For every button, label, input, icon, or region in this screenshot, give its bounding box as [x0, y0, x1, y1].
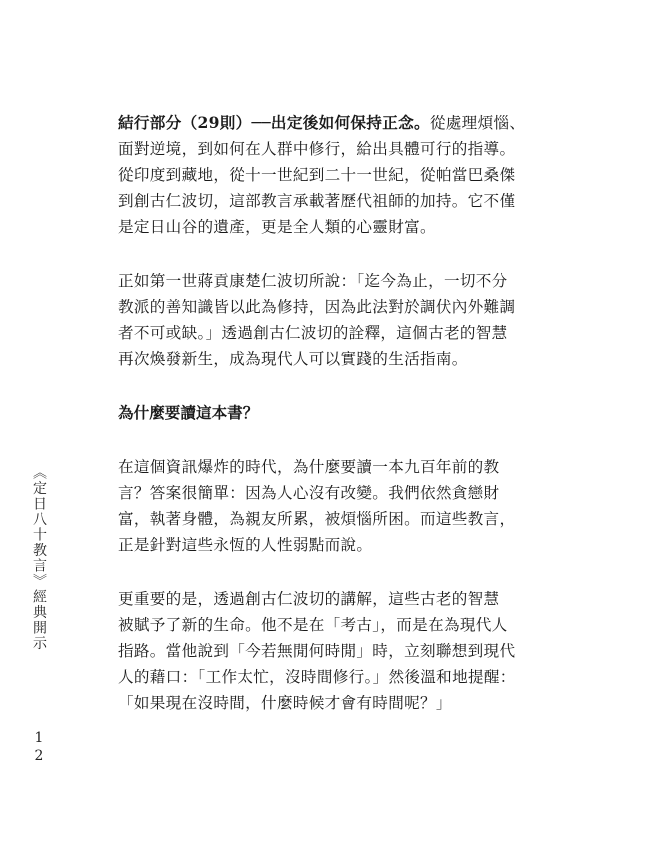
- paragraph-line: 言？答案很簡單：因為人心沒有改變。我們依然貪戀財: [118, 484, 500, 502]
- paragraph-closing-section: [118, 110, 558, 240]
- page-number: 12: [31, 730, 47, 766]
- paragraph-line: 富，執著身體，為親友所累，被煩惱所困。而這些教言，: [118, 510, 516, 528]
- running-title: 《定日八十教言》經典開示: [31, 465, 47, 651]
- paragraph-gap: [118, 372, 558, 400]
- paragraph-line: 「如果現在沒時間，什麼時候才會有時間呢？」: [118, 694, 452, 712]
- paragraph-line: 到創古仁波切，這部教言承載著歷代祖師的加持。它不僅: [118, 192, 516, 210]
- paragraph-gap: [118, 240, 558, 268]
- paragraph-line: 正如第一世蔣貢康楚仁波切所說：「迄今為止，一切不分: [118, 272, 508, 290]
- bold-lead: 結行部分（29則）──出定後如何保持正念。: [118, 113, 430, 132]
- paragraph-gap: [118, 558, 558, 586]
- paragraph-line: 從印度到藏地，從十一世紀到二十一世紀，從帕當巴桑傑: [118, 166, 516, 184]
- paragraph-line: 在這個資訊爆炸的時代，為什麼要讀一本九百年前的教: [118, 458, 500, 476]
- paragraph-line: 被賦予了新的生命。他不是在「考古」，而是在為現代人: [118, 616, 508, 634]
- paragraph-line: 教派的善知識皆以此為修持，因為此法對於調伏內外難調: [118, 298, 516, 316]
- paragraph-line: 是定日山谷的遺產，更是全人類的心靈財富。: [118, 218, 436, 236]
- line-text: 從處理煩惱、: [429, 114, 526, 132]
- paragraph-quote-kongtrul: [118, 268, 558, 372]
- paragraph-line: 更重要的是，透過創古仁波切的講解，這些古老的智慧: [118, 590, 500, 608]
- paragraph-why-read: [118, 454, 558, 558]
- paragraph-line: 面對逆境，到如何在人群中修行，給出具體可行的指導。: [118, 140, 516, 158]
- paragraph-line: 再次煥發新生，成為現代人可以實踐的生活指南。: [118, 350, 468, 368]
- paragraph-line: [118, 110, 558, 136]
- paragraph-line: 正是針對這些永恆的人性弱點而說。: [118, 536, 373, 554]
- paragraph-line: 者不可或缺。」透過創古仁波切的詮釋，這個古老的智慧: [118, 324, 508, 342]
- paragraph-gap: [118, 426, 558, 454]
- paragraph-new-life: [118, 586, 558, 716]
- section-heading: 為什麼要讀這本書？: [118, 403, 259, 422]
- paragraph-line: 人的藉口：「工作太忙，沒時間修行。」然後溫和地提醒：: [118, 668, 516, 686]
- page-body: [118, 110, 558, 716]
- paragraph-line: 指路。當他說到「今若無閒何時閒」時，立刻聯想到現代: [118, 642, 516, 660]
